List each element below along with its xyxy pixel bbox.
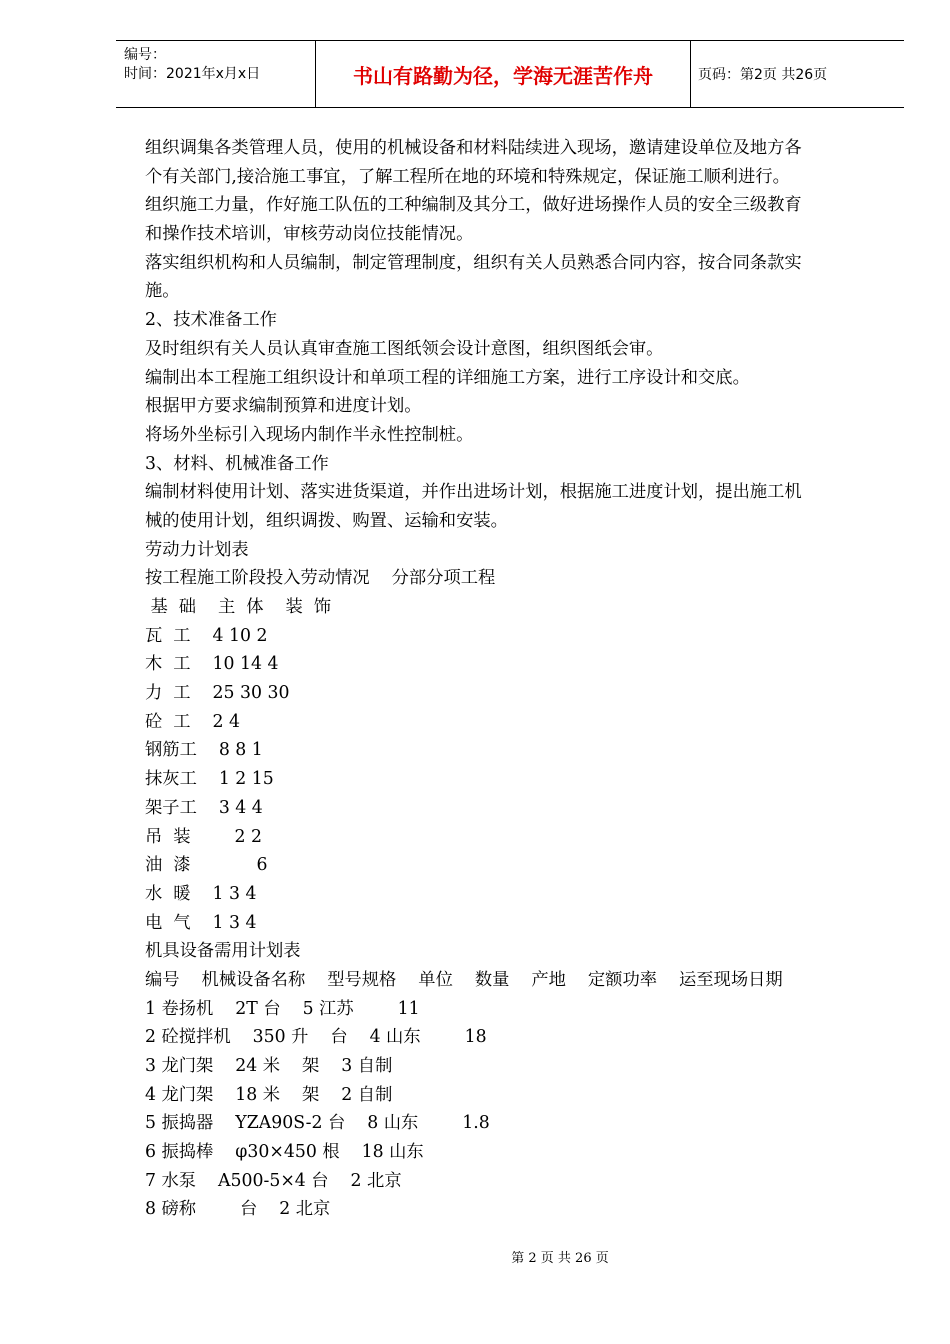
body-line: 木 工 10 14 4	[145, 654, 279, 675]
body-line: 劳动力计划表	[145, 539, 249, 560]
body-line: 按工程施工阶段投入劳动情况 分部分项工程	[145, 568, 496, 589]
body-line: 5 振捣器 YZA90S-2 台 8 山东 1.8	[145, 1113, 490, 1134]
document-body	[145, 134, 875, 1224]
body-line: 1 卷扬机 2T 台 5 江苏 11	[145, 998, 420, 1019]
body-line: 8 磅称 台 2 北京	[145, 1199, 331, 1220]
body-line: 施。	[145, 281, 180, 302]
body-line: 吊 装 2 2	[145, 826, 262, 847]
body-line: 基 础 主 体 装 饰	[145, 597, 332, 617]
body-line: 力 工 25 30 30	[145, 683, 290, 704]
body-line: 和操作技术培训，审核劳动岗位技能情况。	[145, 224, 474, 245]
body-line: 将场外坐标引入现场内制作半永性控制桩。	[145, 424, 474, 445]
body-line: 落实组织机构和人员编制，制定管理制度，组织有关人员熟悉合同内容，按合同条款实	[145, 252, 802, 273]
body-line: 械的使用计划，组织调拨、购置、运输和安装。	[145, 510, 508, 531]
header-motto: 书山有路勤为径，学海无涯苦作舟	[315, 41, 691, 107]
body-line: 根据甲方要求编制预算和进度计划。	[145, 396, 422, 417]
body-line: 组织施工力量，作好施工队伍的工种编制及其分工，做好进场操作人员的安全三级教育	[145, 195, 802, 216]
body-line: 机具设备需用计划表	[145, 941, 301, 962]
body-line: 电 气 1 3 4	[145, 912, 257, 933]
body-line: 油 漆 6	[145, 855, 268, 876]
document-time-label: 时间：2021年x月x日	[124, 66, 261, 82]
body-line: 砼 工 2 4	[145, 711, 241, 732]
body-line: 编号 机械设备名称 型号规格 单位 数量 产地 定额功率 运至现场日期	[145, 969, 783, 990]
body-line: 水 暖 1 3 4	[145, 883, 257, 904]
document-number-label: 编号：	[124, 47, 166, 63]
body-line: 个有关部门,接洽施工事宜，了解工程所在地的环境和特殊规定，保证施工顺利进行。	[145, 166, 790, 187]
body-line: 2 砼搅拌机 350 升 台 4 山东 18	[145, 1027, 487, 1048]
body-line: 6 振捣棒 φ30×450 根 18 山东	[145, 1142, 424, 1163]
body-line: 4 龙门架 18 米 架 2 自制	[145, 1084, 393, 1105]
body-line: 钢筋工 8 8 1	[145, 740, 263, 761]
body-line: 及时组织有关人员认真审查施工图纸领会设计意图，组织图纸会审。	[145, 338, 664, 359]
body-line: 7 水泵 A500-5×4 台 2 北京	[145, 1170, 402, 1191]
body-line: 组织调集各类管理人员，使用的机械设备和材料陆续进入现场，邀请建设单位及地方各	[145, 138, 802, 158]
body-line: 编制材料使用计划、落实进货渠道，并作出进场计划，根据施工进度计划，提出施工机	[145, 482, 802, 503]
body-line: 3、材料、机械准备工作	[145, 453, 329, 474]
page-header	[116, 40, 904, 108]
body-line: 瓦 工 4 10 2	[145, 625, 268, 646]
header-left-cell	[116, 41, 315, 107]
body-line: 2、技术准备工作	[145, 310, 277, 331]
body-line: 3 龙门架 24 米 架 3 自制	[145, 1056, 393, 1076]
body-line: 架子工 3 4 4	[145, 797, 263, 818]
header-page-label: 页码：第2页 共26页	[698, 67, 828, 83]
body-line: 抹灰工 1 2 15	[145, 769, 274, 790]
body-line: 编制出本工程施工组织设计和单项工程的详细施工方案，进行工序设计和交底。	[145, 367, 750, 388]
page-footer: 第 2 页 共 26 页	[511, 1251, 609, 1266]
